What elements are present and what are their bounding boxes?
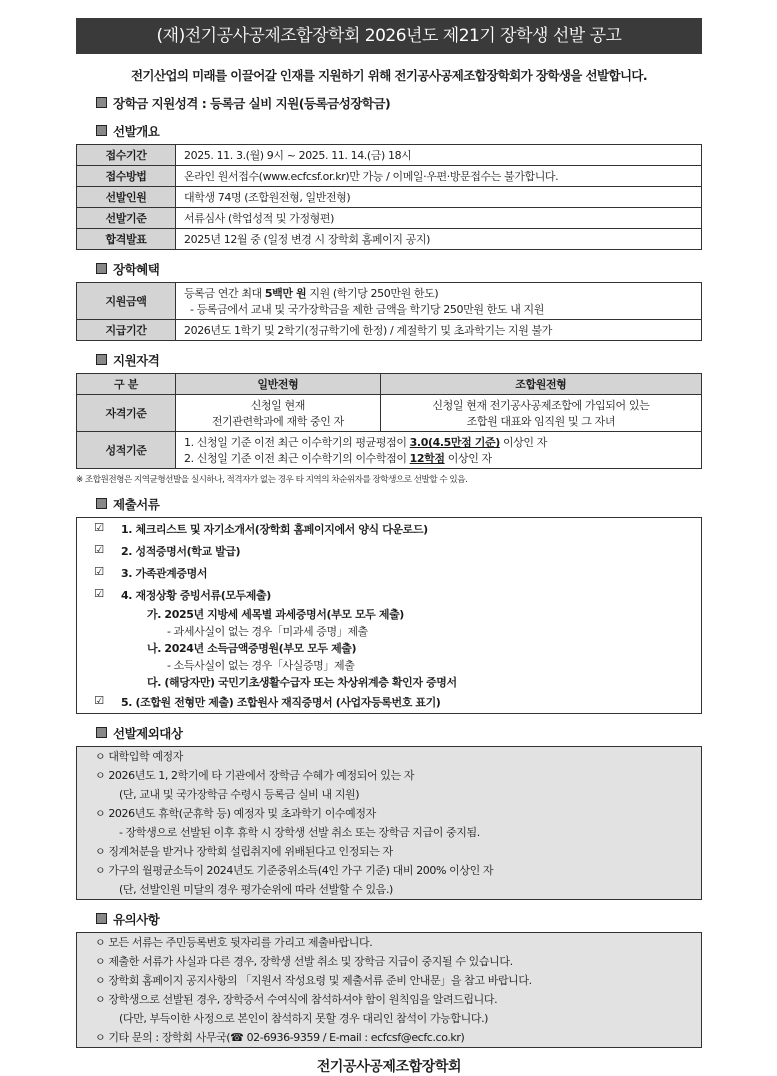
section-notes-heading: 유의사항 xyxy=(76,910,702,928)
notice-page xyxy=(76,18,702,1076)
list-item: ☑ 3. 가족관계증명서 xyxy=(77,562,701,584)
list-item: ㅇ 2026년도 1, 2학기에 타 기관에서 장학금 수혜가 예정되어 있는 자 xyxy=(95,769,415,782)
table-row: 선발기준 서류심사 (학업성적 및 가정형편) xyxy=(77,208,702,229)
overview-table xyxy=(76,144,702,250)
section-overview-heading: 선발개요 xyxy=(76,122,702,140)
organization-footer: 전기공사공제조합장학회 xyxy=(316,1059,462,1075)
list-item: ㅇ 제출한 서류가 사실과 다른 경우, 장학생 선발 취소 및 장학금 지급이 중지될 수 있습니다. xyxy=(95,955,513,968)
benefit-table xyxy=(76,282,702,341)
checkbox-icon: ☑ xyxy=(94,587,104,600)
list-item: (다만, 부득이한 사정으로 본인이 참석하지 못할 경우 대리인 참석이 가능합니다.) xyxy=(119,1012,489,1025)
square-bullet-icon xyxy=(96,354,107,365)
list-item: - 장학생으로 선발된 이후 휴학 시 장학생 선발 취소 또는 장학금 지급이 중지됨. xyxy=(119,826,480,839)
checkbox-icon: ☑ xyxy=(94,521,104,534)
checkbox-icon: ☑ xyxy=(94,694,104,707)
list-item: ㅇ 모든 서류는 주민등록번호 뒷자리를 가리고 제출바랍니다. xyxy=(95,936,373,949)
page-title: (재)전기공사공제조합장학회 2026년도 제21기 장학생 선발 공고 xyxy=(76,18,702,54)
list-item: ㅇ 기타 문의 : 장학회 사무국(☎ 02-6936-9359 / E-mail : ecfcsf@ecfc.co.kr) xyxy=(95,1031,465,1044)
table-row: 자격기준 신청일 현재 전기관련학과에 재학 중인 자 신청일 현재 전기공사공제조합에 가입되어 있는 조합원 대표와 임직원 및 그 자녀 xyxy=(77,395,702,432)
square-bullet-icon xyxy=(96,97,107,108)
qualification-note: ※ 조합원전형은 지역균형선발을 실시하나, 적격자가 없는 경우 타 지역의 차순위자를 장학생으로 선발할 수 있음. xyxy=(76,475,468,485)
square-bullet-icon xyxy=(96,913,107,924)
square-bullet-icon xyxy=(96,727,107,738)
table-row: 선발인원 대학생 74명 (조합원전형, 일반전형) xyxy=(77,187,702,208)
square-bullet-icon xyxy=(96,125,107,136)
notes-box xyxy=(76,932,702,1048)
list-item: (단, 교내 및 국가장학금 수령시 등록금 실비 내 지원) xyxy=(119,788,360,801)
list-item: ㅇ 가구의 월평균소득이 2024년도 기준중위소득(4인 가구 기준) 대비 200% 이상인 자 xyxy=(95,864,494,877)
section-benefit-heading: 장학혜택 xyxy=(76,260,702,278)
table-header-row: 구 분 일반전형 조합원전형 xyxy=(77,374,702,395)
table-row: 지원금액 등록금 연간 최대 5백만 원 지원 (학기당 250만원 한도) - 등록금에서 교내 및 국가장학금을 제한 금액을 학기당 250만원 한도 내 지원 xyxy=(77,283,702,320)
exclusion-box xyxy=(76,746,702,900)
section-documents-heading: 제출서류 xyxy=(76,495,702,513)
table-row: 접수방법 온라인 원서접수(www.ecfcsf.or.kr)만 가능 / 이메일·우편·방문접수는 불가합니다. xyxy=(77,166,702,187)
table-row: 합격발표 2025년 12월 중 (일정 변경 시 장학회 홈페이지 공지) xyxy=(77,229,702,250)
documents-box: ☑ 1. 체크리스트 및 자기소개서(장학회 홈페이지에서 양식 다운로드) ☑ 2. 성적증명서(학교 발급) ☑ 3. 가족관계증명서 ☑ 4. 재정상황 증빙서류(모두제출) 가. 2025년 지방세 세목별 과세증명서(부모 모두 제출) - 과세사실이 없는 경우「미과세 증명」제출 나. 2024년 소득금액증명원(부모 모두 제출) - 소득사실이 없는 경우「사실증명」제출 다. (해당자만) 국민기초생활수급자 또는 차상위계층 확인자 증명서 ☑ 5. (조합원 전형만 제출) 조합원사 재직증명서 (사업자등록번호 표기) xyxy=(76,517,702,714)
checkbox-icon: ☑ xyxy=(94,543,104,556)
square-bullet-icon xyxy=(96,263,107,274)
qualification-table xyxy=(76,373,702,469)
table-row: 접수기간 2025. 11. 3.(월) 9시 ~ 2025. 11. 14.(금) 18시 xyxy=(77,145,702,166)
list-item: ㅇ 장학회 홈페이지 공지사항의 「지원서 작성요령 및 제출서류 준비 안내문」을 참고 바랍니다. xyxy=(95,974,532,987)
list-item: ㅇ 징계처분을 받거나 장학회 설립취지에 위배된다고 인정되는 자 xyxy=(95,845,393,858)
intro-text: 전기산업의 미래를 이끌어갈 인재를 지원하기 위해 전기공사공제조합장학회가 장학생을 선발합니다. xyxy=(130,68,648,83)
list-item: ☑ 1. 체크리스트 및 자기소개서(장학회 홈페이지에서 양식 다운로드) xyxy=(77,518,701,540)
list-item: ☑ 5. (조합원 전형만 제출) 조합원사 재직증명서 (사업자등록번호 표기) xyxy=(77,691,701,713)
table-row: 지급기간 2026년도 1학기 및 2학기(정규학기에 한정) / 계절학기 및 초과학기는 지원 불가 xyxy=(77,320,702,341)
section-qualification-heading: 지원자격 xyxy=(76,351,702,369)
list-item: ㅇ 장학생으로 선발된 경우, 장학증서 수여식에 참석하셔야 함이 원칙임을 알려드립니다. xyxy=(95,993,498,1006)
section-exclusion-heading: 선발제외대상 xyxy=(76,724,702,742)
benefit-amount: 등록금 연간 최대 5백만 원 지원 (학기당 250만원 한도) - 등록금에서 교내 및 국가장학금을 제한 금액을 학기당 250만원 한도 내 지원 xyxy=(176,283,702,320)
list-item: ㅇ 대학입학 예정자 xyxy=(95,750,184,763)
section-nature: 장학금 지원성격 : 등록금 실비 지원(등록금성장학금) xyxy=(76,94,702,112)
square-bullet-icon xyxy=(96,498,107,509)
checkbox-icon: ☑ xyxy=(94,565,104,578)
list-item: ㅇ 2026년도 휴학(군휴학 등) 예정자 및 초과학기 이수예정자 xyxy=(95,807,376,820)
list-item: ☑ 4. 재정상황 증빙서류(모두제출) xyxy=(77,584,701,606)
list-item: ☑ 2. 성적증명서(학교 발급) xyxy=(77,540,701,562)
table-row: 성적기준 1. 신청일 기준 이전 최근 이수학기의 평균평점이 3.0(4.5만점 기준) 이상인 자 2. 신청일 기준 이전 최근 이수학기의 이수학점이 12학점 이상인 자 xyxy=(77,432,702,469)
list-item: (단, 선발인원 미달의 경우 평가순위에 따라 선발할 수 있음.) xyxy=(119,883,393,896)
